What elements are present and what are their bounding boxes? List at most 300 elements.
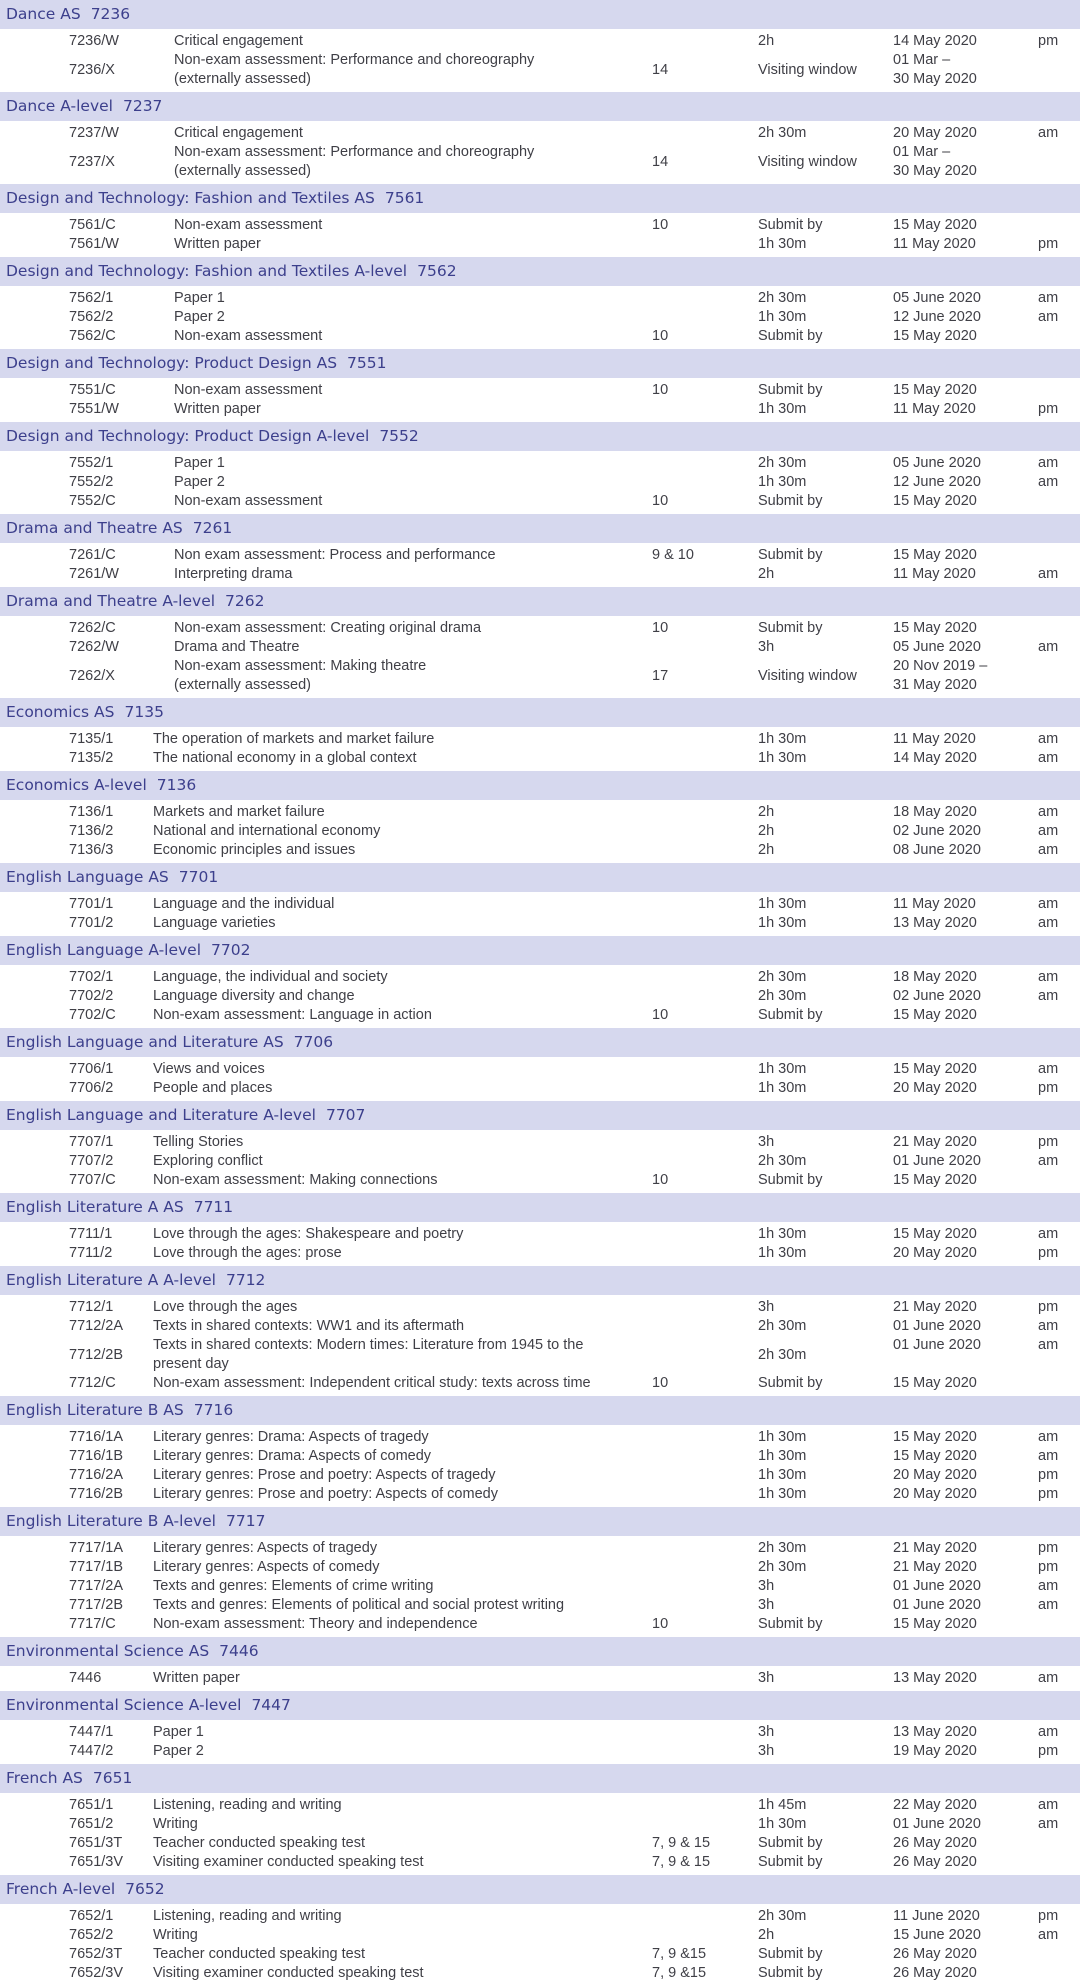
session: pm (1038, 1559, 1059, 1575)
session: am (1038, 1061, 1059, 1077)
session: am (1038, 1797, 1059, 1813)
exam-date-line: 30 May 2020 (893, 71, 977, 87)
session: am (1038, 969, 1059, 985)
table-row (0, 1615, 1080, 1634)
section-code: 7701 (178, 868, 219, 886)
unit-title-line: (externally assessed) (174, 163, 311, 179)
table-row (0, 1539, 1080, 1558)
section-title: English Language A-level (6, 941, 202, 959)
section-code: 7552 (379, 427, 419, 445)
unit-code: 7717/2B (69, 1597, 124, 1613)
duration: 2h (758, 566, 775, 582)
exam-date: 20 May 2020 (893, 1467, 977, 1483)
duration: Submit by (758, 1172, 823, 1188)
unit-title: Interpreting drama (174, 566, 293, 582)
unit-code: 7651/3V (69, 1854, 124, 1870)
session: am (1038, 1429, 1059, 1445)
unit-code: 7561/C (69, 217, 116, 233)
duration: 2h 30m (758, 1540, 807, 1556)
exam-date: 11 May 2020 (893, 236, 976, 252)
unit-title: Paper 2 (174, 474, 225, 490)
duration: Submit by (758, 1375, 823, 1391)
unit-code: 7707/1 (69, 1134, 114, 1150)
unit-title: Telling Stories (153, 1134, 244, 1150)
duration: 2h 30m (758, 290, 807, 306)
exam-date: 02 June 2020 (893, 988, 981, 1004)
table-row (0, 1152, 1080, 1171)
duration: 1h 30m (758, 915, 807, 931)
section-code: 7651 (92, 1769, 133, 1787)
duration: 3h (758, 1597, 775, 1613)
tier-value: 10 (652, 382, 669, 398)
session: pm (1038, 1908, 1059, 1924)
unit-code: 7706/2 (69, 1080, 114, 1096)
unit-code: 7136/2 (69, 823, 114, 839)
unit-code: 7136/1 (69, 804, 114, 820)
table-row (0, 638, 1080, 657)
exam-date: 15 May 2020 (893, 1061, 977, 1077)
section-title: Drama and Theatre AS (6, 519, 183, 537)
section-title: French AS (6, 1769, 83, 1787)
unit-code: 7562/2 (69, 309, 114, 325)
tier-value: 10 (652, 217, 669, 233)
section-header (0, 0, 1080, 29)
session: am (1038, 1448, 1059, 1464)
unit-title: Non exam assessment: Process and performance (174, 547, 496, 563)
unit-title: Drama and Theatre (174, 639, 300, 655)
duration: Submit by (758, 1007, 823, 1023)
unit-title: Paper 1 (174, 290, 225, 306)
section-title: Economics AS (6, 703, 115, 721)
section-code: 7135 (124, 703, 164, 721)
exam-date: 05 June 2020 (893, 639, 981, 655)
unit-title-line: Non-exam assessment: Making theatre (174, 658, 427, 674)
duration: 3h (758, 1743, 775, 1759)
unit-title: Written paper (174, 401, 261, 417)
duration: 1h 30m (758, 1467, 807, 1483)
exam-date: 15 May 2020 (893, 1616, 977, 1632)
exam-date: 15 May 2020 (893, 493, 977, 509)
tier-value: 10 (652, 620, 669, 636)
unit-code: 7262/W (69, 639, 119, 655)
duration: 1h 30m (758, 1061, 807, 1077)
session: am (1038, 455, 1059, 471)
duration: 2h 30m (758, 1559, 807, 1575)
session: am (1038, 309, 1059, 325)
table-row (0, 1171, 1080, 1190)
session: pm (1038, 1134, 1059, 1150)
table-row (0, 749, 1080, 768)
duration: 1h 30m (758, 896, 807, 912)
unit-code: 7716/1A (69, 1429, 124, 1445)
table-row (0, 1945, 1080, 1964)
unit-code: 7261/C (69, 547, 116, 563)
unit-code: 7237/W (69, 125, 119, 141)
tier-value: 9 & 10 (652, 547, 694, 563)
unit-code: 7447/2 (69, 1743, 114, 1759)
session: am (1038, 1927, 1059, 1943)
exam-date (893, 657, 1013, 695)
table-row (0, 1669, 1080, 1688)
table-row (0, 1298, 1080, 1317)
duration: Submit by (758, 493, 823, 509)
duration: Visiting window (758, 153, 857, 170)
exam-date: 18 May 2020 (893, 969, 977, 985)
session: am (1038, 896, 1059, 912)
table-row (0, 400, 1080, 419)
section-code: 7716 (193, 1401, 234, 1419)
unit-code: 7652/3V (69, 1965, 124, 1981)
exam-date: 12 June 2020 (893, 309, 981, 325)
session: am (1038, 474, 1059, 490)
section-header (0, 1507, 1080, 1536)
unit-code: 7702/C (69, 1007, 116, 1023)
unit-title: Critical engagement (174, 125, 303, 141)
tier-value: 17 (652, 667, 669, 684)
exam-date: 26 May 2020 (893, 1854, 977, 1870)
table-row (0, 1447, 1080, 1466)
unit-title: Paper 2 (174, 309, 225, 325)
duration: 1h 30m (758, 401, 807, 417)
exam-date-line: 20 Nov 2019 – (893, 658, 988, 674)
section-header (0, 771, 1080, 800)
duration: 1h 30m (758, 1486, 807, 1502)
table-row (0, 492, 1080, 511)
unit-code: 7562/1 (69, 290, 114, 306)
duration: Submit by (758, 1946, 823, 1962)
session: pm (1038, 1080, 1059, 1096)
unit-title (174, 143, 634, 181)
section-header (0, 1396, 1080, 1425)
table-row (0, 327, 1080, 346)
section-title: Environmental Science A-level (6, 1696, 242, 1714)
unit-title: Love through the ages: prose (153, 1245, 342, 1261)
unit-code: 7717/2A (69, 1578, 124, 1594)
table-row (0, 1466, 1080, 1485)
duration: 1h 30m (758, 1429, 807, 1445)
exam-date: 11 May 2020 (893, 896, 976, 912)
duration: Submit by (758, 382, 823, 398)
session: pm (1038, 1743, 1059, 1759)
unit-title: Visiting examiner conducted speaking test (153, 1965, 424, 1981)
section-title: Design and Technology: Product Design A-level (6, 427, 370, 445)
unit-code: 7236/W (69, 33, 119, 49)
table-row (0, 289, 1080, 308)
unit-title: Non-exam assessment (174, 382, 323, 398)
session: am (1038, 1578, 1059, 1594)
unit-title (153, 1336, 613, 1374)
unit-code: 7552/C (69, 493, 116, 509)
exam-date-line: 01 Mar – (893, 144, 951, 160)
session: pm (1038, 1245, 1059, 1261)
table-row (0, 822, 1080, 841)
duration: 1h 30m (758, 309, 807, 325)
duration: 1h 30m (758, 1448, 807, 1464)
exam-date: 12 June 2020 (893, 474, 981, 490)
unit-code: 7711/2 (69, 1245, 113, 1261)
session: am (1038, 804, 1059, 820)
section-title: Economics A-level (6, 776, 147, 794)
unit-code: 7236/X (69, 61, 115, 78)
unit-title: Visiting examiner conducted speaking test (153, 1854, 424, 1870)
unit-title: Literary genres: Aspects of tragedy (153, 1540, 378, 1556)
table-row (0, 987, 1080, 1006)
table-row (0, 1853, 1080, 1872)
unit-title: Written paper (174, 236, 261, 252)
unit-code: 7652/2 (69, 1927, 114, 1943)
section-title: English Language AS (6, 868, 169, 886)
unit-title (174, 51, 634, 89)
table-row (0, 1596, 1080, 1615)
duration: 2h 30m (758, 455, 807, 471)
duration: 1h 30m (758, 731, 807, 747)
exam-date-line: 30 May 2020 (893, 163, 977, 179)
exam-date: 01 June 2020 (893, 1337, 981, 1353)
section-code: 7652 (125, 1880, 165, 1898)
section-code: 7447 (251, 1696, 291, 1714)
table-row (0, 1244, 1080, 1263)
duration: Submit by (758, 217, 823, 233)
unit-code: 7651/1 (69, 1797, 114, 1813)
duration: 3h (758, 1578, 775, 1594)
session: am (1038, 125, 1059, 141)
tier-value: 14 (652, 61, 669, 78)
duration: 1h 30m (758, 750, 807, 766)
duration: 2h 30m (758, 1153, 807, 1169)
unit-title: Literary genres: Drama: Aspects of comedy (153, 1448, 432, 1464)
table-row (0, 730, 1080, 749)
table-row (0, 1815, 1080, 1834)
exam-date: 15 May 2020 (893, 1375, 977, 1391)
section-header (0, 587, 1080, 616)
unit-code: 7717/C (69, 1616, 116, 1632)
table-row (0, 1834, 1080, 1853)
section-header (0, 184, 1080, 213)
unit-code: 7712/1 (69, 1299, 114, 1315)
section-header (0, 1691, 1080, 1720)
exam-date: 21 May 2020 (893, 1299, 977, 1315)
duration: 3h (758, 1299, 775, 1315)
exam-date: 20 May 2020 (893, 1486, 977, 1502)
tier-value: 7, 9 &15 (652, 1946, 707, 1962)
unit-code: 7237/X (69, 153, 115, 170)
table-row (0, 914, 1080, 933)
unit-code: 7712/C (69, 1375, 116, 1391)
exam-date: 13 May 2020 (893, 1670, 977, 1686)
table-row (0, 1225, 1080, 1244)
duration: 3h (758, 639, 775, 655)
session: am (1038, 1597, 1059, 1613)
duration: Submit by (758, 1835, 823, 1851)
exam-date: 15 May 2020 (893, 547, 977, 563)
session: pm (1038, 1540, 1059, 1556)
exam-date: 20 May 2020 (893, 1245, 977, 1261)
unit-title: Markets and market failure (153, 804, 325, 820)
exam-date: 01 June 2020 (893, 1153, 981, 1169)
unit-title-line: (externally assessed) (174, 677, 311, 693)
table-row (0, 895, 1080, 914)
duration: Submit by (758, 1965, 823, 1981)
section-title: English Literature A AS (6, 1198, 184, 1216)
unit-title: Economic principles and issues (153, 842, 356, 858)
section-header (0, 1875, 1080, 1904)
exam-date (893, 143, 1013, 181)
unit-code: 7711/1 (69, 1226, 113, 1242)
duration: 2h 30m (758, 1318, 807, 1334)
unit-title: Written paper (153, 1670, 240, 1686)
exam-date: 22 May 2020 (893, 1797, 977, 1813)
duration: 2h 30m (758, 1908, 807, 1924)
unit-title: Critical engagement (174, 33, 303, 49)
session: pm (1038, 401, 1059, 417)
table-row (0, 216, 1080, 235)
unit-title: Paper 2 (153, 1743, 204, 1759)
unit-code: 7716/2B (69, 1486, 124, 1502)
unit-title: Love through the ages (153, 1299, 298, 1315)
exam-date: 05 June 2020 (893, 290, 981, 306)
section-title: Design and Technology: Product Design AS (6, 354, 338, 372)
table-row (0, 1006, 1080, 1025)
session: am (1038, 639, 1059, 655)
section-code: 7707 (325, 1106, 366, 1124)
unit-title: Language diversity and change (153, 988, 355, 1004)
tier-value: 7, 9 & 15 (652, 1835, 711, 1851)
unit-title: Language and the individual (153, 896, 335, 912)
unit-code: 7446 (69, 1670, 102, 1686)
session: am (1038, 1337, 1059, 1353)
duration: Visiting window (758, 667, 857, 684)
unit-code: 7552/2 (69, 474, 114, 490)
session: am (1038, 1724, 1059, 1740)
unit-title: Texts and genres: Elements of political and social protest writing (153, 1597, 565, 1613)
section-title: Drama and Theatre A-level (6, 592, 216, 610)
table-row (0, 841, 1080, 860)
table-row (0, 1133, 1080, 1152)
table-row (0, 619, 1080, 638)
exam-date: 15 May 2020 (893, 382, 977, 398)
exam-date: 01 June 2020 (893, 1597, 981, 1613)
unit-code: 7702/2 (69, 988, 114, 1004)
exam-date: 13 May 2020 (893, 1724, 977, 1740)
table-row (0, 1485, 1080, 1504)
unit-code: 7707/2 (69, 1153, 114, 1169)
exam-date: 15 May 2020 (893, 1172, 977, 1188)
tier-value: 10 (652, 1007, 669, 1023)
unit-code: 7135/2 (69, 750, 114, 766)
section-header (0, 422, 1080, 451)
session: am (1038, 823, 1059, 839)
duration: 2h 30m (758, 125, 807, 141)
section-header (0, 863, 1080, 892)
duration: 2h (758, 804, 775, 820)
unit-title: Views and voices (153, 1061, 265, 1077)
unit-title: People and places (153, 1080, 273, 1096)
table-row (0, 1374, 1080, 1393)
duration: 2h (758, 33, 775, 49)
exam-date: 02 June 2020 (893, 823, 981, 839)
tier-value: 7, 9 &15 (652, 1965, 707, 1981)
table-row (0, 1964, 1080, 1983)
unit-code: 7717/1A (69, 1540, 124, 1556)
table-row (0, 1317, 1080, 1336)
unit-title: Language, the individual and society (153, 969, 388, 985)
unit-code: 7552/1 (69, 455, 114, 471)
exam-date: 15 May 2020 (893, 1448, 977, 1464)
section-header (0, 1266, 1080, 1295)
exam-date: 01 June 2020 (893, 1816, 981, 1832)
duration: Submit by (758, 328, 823, 344)
table-row (0, 124, 1080, 143)
unit-title: Non-exam assessment: Creating original drama (174, 620, 482, 636)
unit-title: The operation of markets and market failure (153, 731, 435, 747)
section-code: 7446 (219, 1642, 259, 1660)
exam-date: 01 June 2020 (893, 1578, 981, 1594)
duration: 1h 30m (758, 1226, 807, 1242)
session: pm (1038, 1467, 1059, 1483)
session: am (1038, 1153, 1059, 1169)
exam-date: 15 June 2020 (893, 1927, 981, 1943)
table-row (0, 1723, 1080, 1742)
unit-title: Paper 1 (153, 1724, 204, 1740)
exam-date: 20 May 2020 (893, 1080, 977, 1096)
exam-date: 21 May 2020 (893, 1540, 977, 1556)
table-row (0, 1796, 1080, 1815)
unit-title: Non-exam assessment: Independent critical study: texts across time (153, 1375, 591, 1391)
duration: 2h 30m (758, 1346, 807, 1363)
unit-title-line: Texts in shared contexts: Modern times: Literature from 1945 to the (153, 1337, 584, 1353)
exam-date: 19 May 2020 (893, 1743, 977, 1759)
section-header (0, 514, 1080, 543)
duration: Submit by (758, 547, 823, 563)
unit-title-line: Non-exam assessment: Performance and choreography (174, 52, 535, 68)
section-header (0, 257, 1080, 286)
unit-title: Writing (153, 1816, 198, 1832)
exam-date: 13 May 2020 (893, 915, 977, 931)
unit-code: 7651/3T (69, 1835, 123, 1851)
unit-code: 7707/C (69, 1172, 116, 1188)
exam-date: 18 May 2020 (893, 804, 977, 820)
section-code: 7136 (156, 776, 197, 794)
exam-date-line: 31 May 2020 (893, 677, 977, 693)
section-header (0, 349, 1080, 378)
table-row (0, 473, 1080, 492)
duration: 2h (758, 842, 775, 858)
section-code: 7702 (211, 941, 251, 959)
unit-code: 7701/2 (69, 915, 114, 931)
section-header (0, 1193, 1080, 1222)
unit-code: 7447/1 (69, 1724, 114, 1740)
unit-title: Non-exam assessment: Making connections (153, 1172, 438, 1188)
exam-date: 15 May 2020 (893, 1429, 977, 1445)
unit-code: 7716/2A (69, 1467, 124, 1483)
section-code: 7712 (225, 1271, 266, 1289)
session: am (1038, 1226, 1059, 1242)
unit-code: 7551/C (69, 382, 116, 398)
table-row (0, 1336, 1080, 1374)
unit-code: 7652/1 (69, 1908, 114, 1924)
section-code: 7236 (90, 5, 131, 23)
exam-date: 05 June 2020 (893, 455, 981, 471)
section-title: English Language and Literature A-level (6, 1106, 316, 1124)
table-row (0, 1079, 1080, 1098)
exam-date: 15 May 2020 (893, 328, 977, 344)
session: pm (1038, 236, 1059, 252)
table-row (0, 968, 1080, 987)
section-title: French A-level (6, 1880, 116, 1898)
section-header (0, 936, 1080, 965)
section-code: 7551 (347, 354, 387, 372)
session: pm (1038, 33, 1059, 49)
